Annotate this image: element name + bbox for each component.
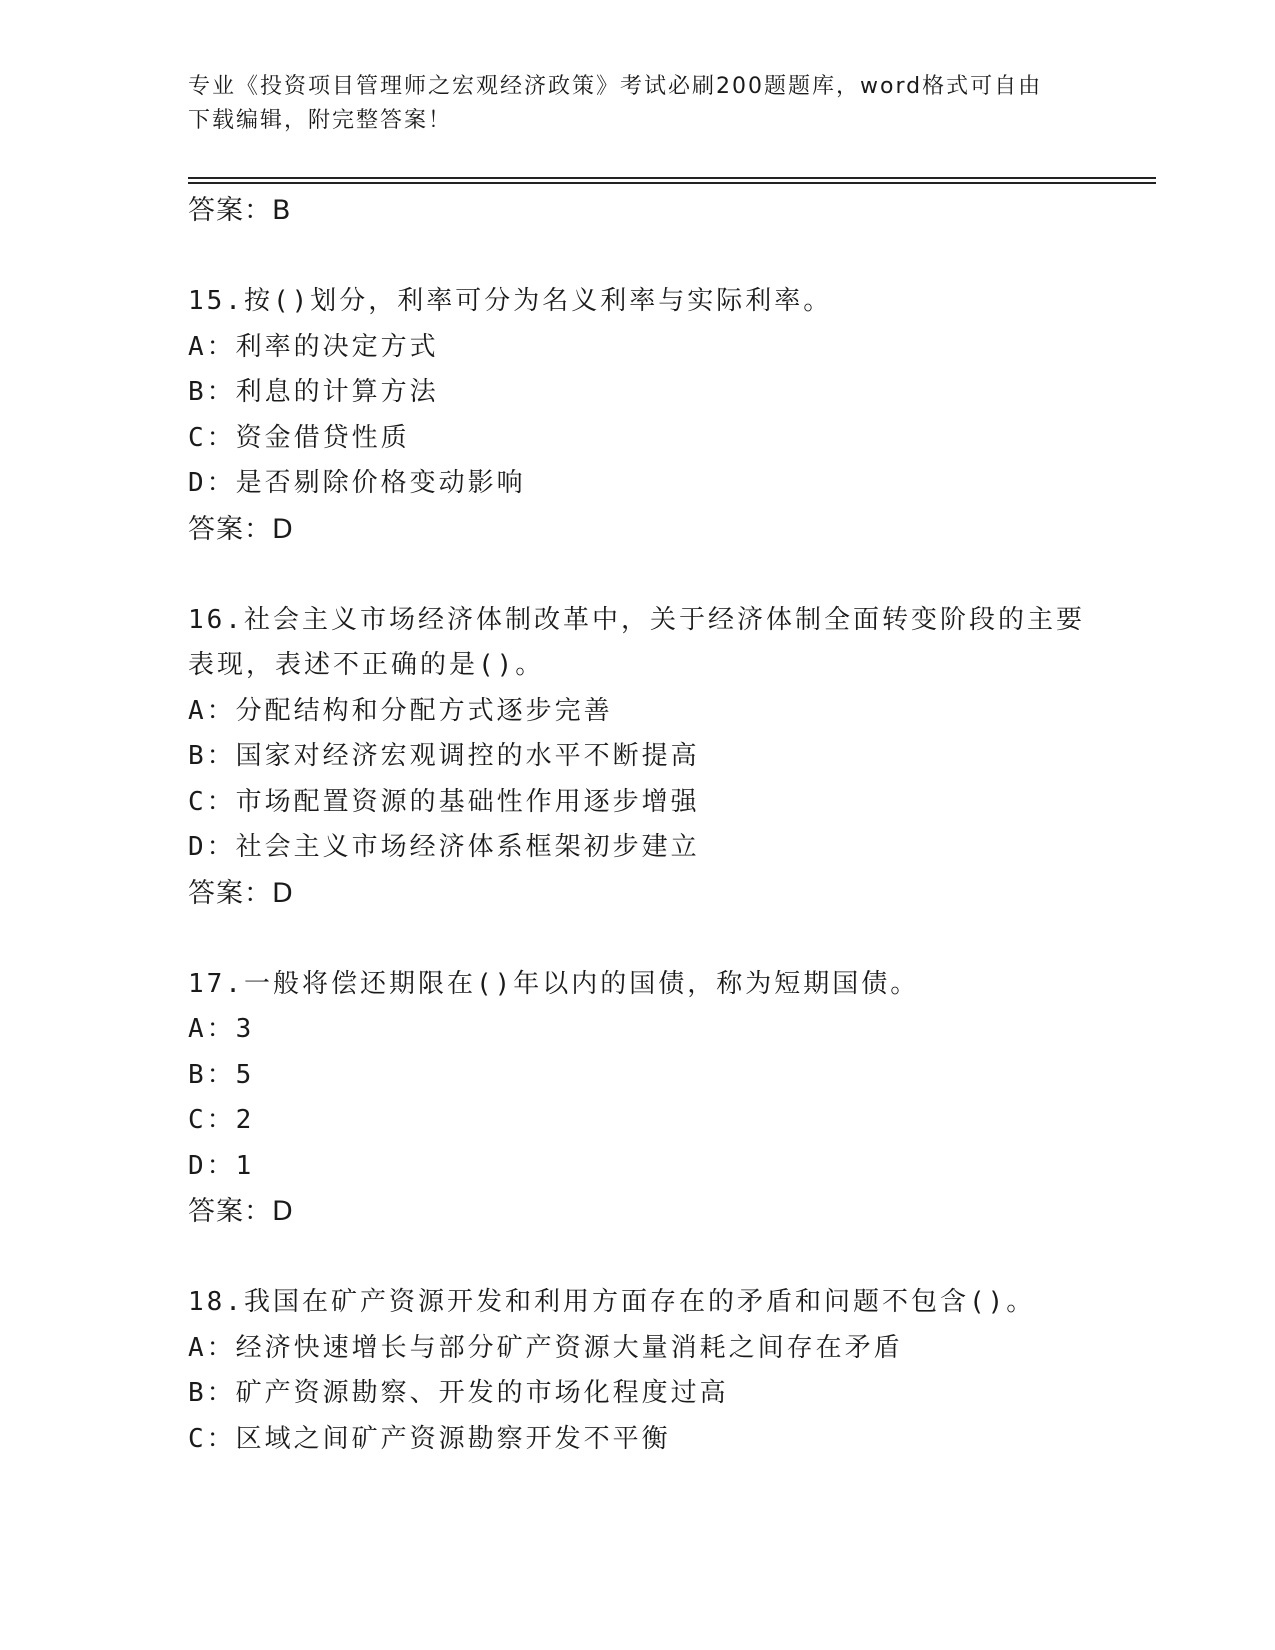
- header-divider-top: [188, 177, 1156, 179]
- header-divider-bottom: [188, 182, 1156, 184]
- previous-answer: 答案：B: [188, 195, 292, 226]
- question-answer: 答案：D: [188, 513, 294, 545]
- question-18: [188, 1280, 1148, 1462]
- question-stem: 18.我国在矿产资源开发和利用方面存在的矛盾和问题不包含()。: [188, 1287, 1036, 1317]
- question-list: [188, 188, 1148, 1462]
- option-c: C：市场配置资源的基础性作用逐步增强: [188, 786, 700, 817]
- header-line-1: 专业《投资项目管理师之宏观经济政策》考试必刷200题题库，word格式可自由: [188, 74, 1043, 99]
- document-header: [188, 70, 1088, 138]
- question-answer: 答案：D: [188, 1196, 294, 1227]
- question-15: [188, 279, 1148, 552]
- option-d: D：是否剔除价格变动影响: [188, 468, 526, 498]
- option-a: A：3: [188, 1014, 255, 1044]
- option-d: D：社会主义市场经济体系框架初步建立: [188, 832, 700, 862]
- option-c: C：2: [188, 1105, 255, 1135]
- spacer: [188, 1235, 1148, 1281]
- option-b: B：利息的计算方法: [188, 377, 439, 407]
- option-a: A：分配结构和分配方式逐步完善: [188, 695, 613, 726]
- option-b: B：国家对经济宏观调控的水平不断提高: [188, 741, 700, 771]
- option-c: C：区域之间矿产资源勘察开发不平衡: [188, 1423, 671, 1454]
- question-16: [188, 598, 1148, 917]
- question-17: [188, 962, 1148, 1235]
- question-answer: 答案：D: [188, 877, 294, 909]
- spacer: [188, 916, 1148, 962]
- spacer: [188, 552, 1148, 598]
- option-b: B：矿产资源勘察、开发的市场化程度过高: [188, 1378, 729, 1408]
- option-b: B：5: [188, 1059, 255, 1090]
- option-a: A：经济快速增长与部分矿产资源大量消耗之间存在矛盾: [188, 1332, 903, 1363]
- option-a: A：利率的决定方式: [188, 331, 439, 362]
- question-stem: 17.一般将偿还期限在()年以内的国债，称为短期国债。: [188, 968, 920, 999]
- spacer: [188, 234, 1148, 280]
- option-d: D：1: [188, 1150, 255, 1181]
- option-c: C：资金借贷性质: [188, 422, 410, 453]
- question-stem-continued: 表现，表述不正确的是()。: [188, 650, 545, 680]
- question-stem: 16.社会主义市场经济体制改革中，关于经济体制全面转变阶段的主要: [188, 604, 1085, 635]
- question-stem: 15.按()划分，利率可分为名义利率与实际利率。: [188, 286, 833, 316]
- header-line-2: 下载编辑，附完整答案！: [188, 108, 453, 133]
